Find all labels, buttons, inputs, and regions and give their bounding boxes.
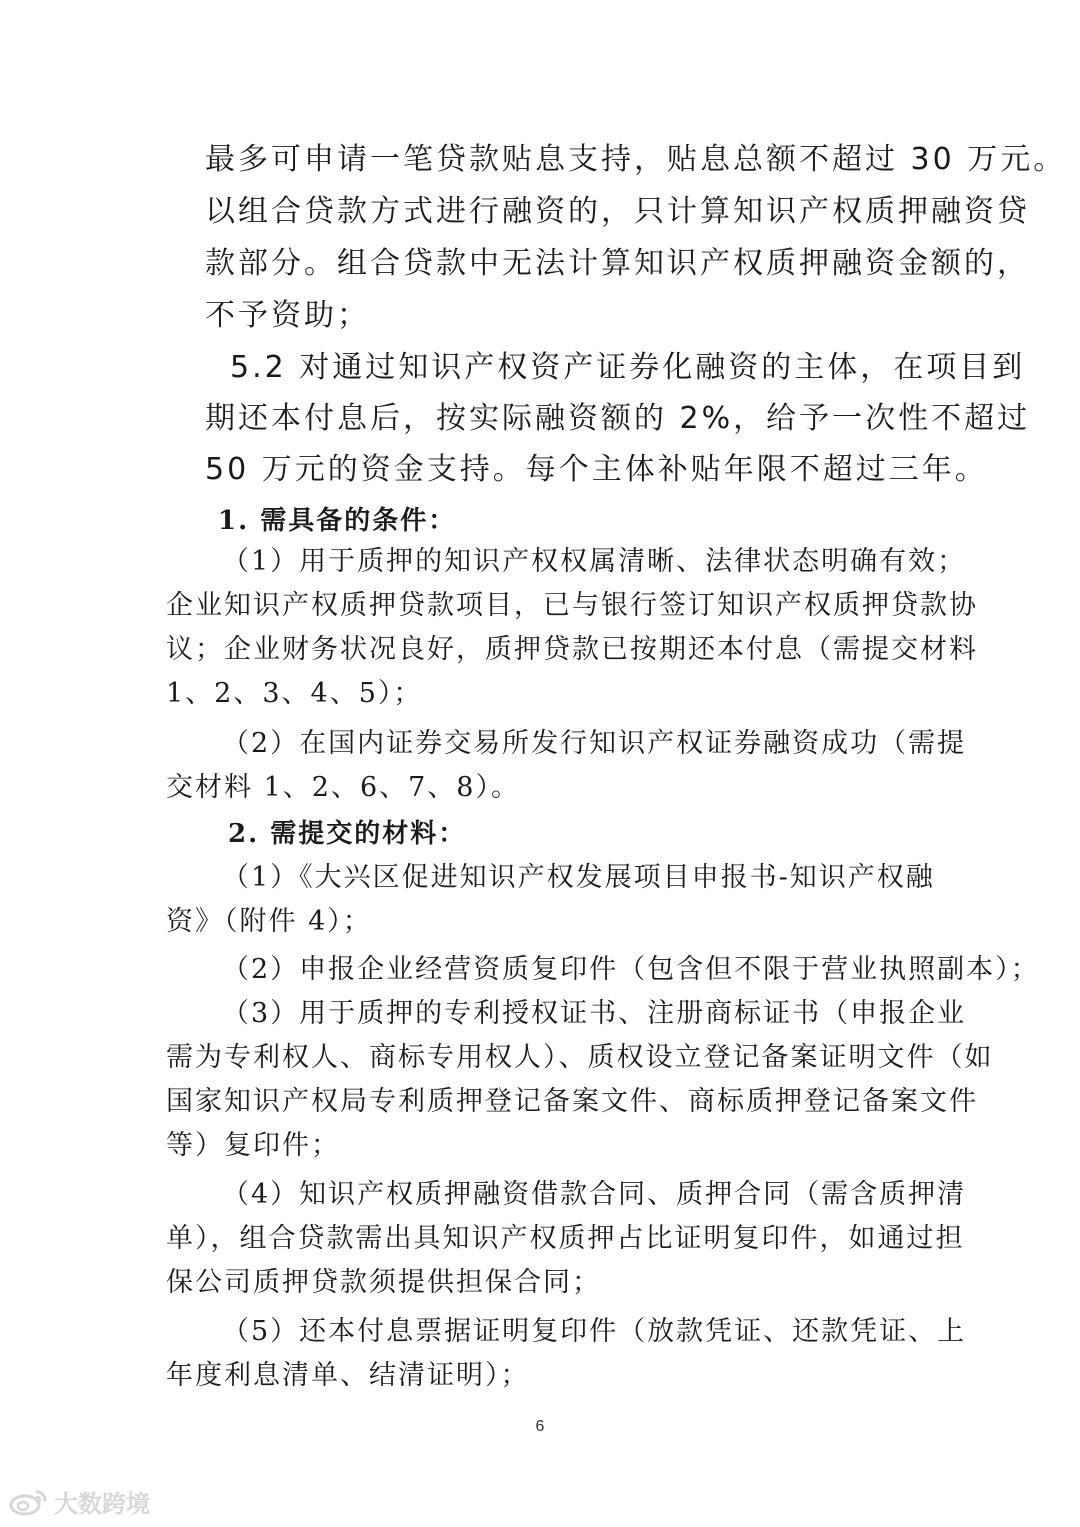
text-line-5: 5.2 对通过知识产权资产证券化融资的主体，在项目到 <box>230 350 1026 385</box>
text-line-4: 不予资助； <box>205 298 370 333</box>
section-heading-materials: 2. 需提交的材料： <box>228 819 467 849</box>
watermark <box>8 1484 150 1519</box>
text-line-21: 国家知识产权局专利质押登记备案文件、商标质押登记备案文件 <box>166 1086 978 1117</box>
watermark-text: 大数跨境 <box>54 1490 150 1518</box>
text-line-24: 单），组合贷款需出具知识产权质押占比证明复印件，如通过担 <box>166 1223 965 1254</box>
text-line-17: 资》（附件 4）； <box>166 906 372 937</box>
text-line-10: 企业知识产权质押贷款项目，已与银行签订知识产权质押贷款协 <box>166 590 978 621</box>
text-line-18: （2）申报企业经营资质复印件（包含但不限于营业执照副本）； <box>222 954 1040 985</box>
text-line-12: 1、2、3、4、5）； <box>166 678 423 709</box>
text-line-11: 议；企业财务状况良好，质押贷款已按期还本付息（需提交材料 <box>166 634 978 665</box>
text-line-23: （4）知识产权质押融资借款合同、质押合同（需含质押清 <box>222 1179 967 1210</box>
text-line-25: 保公司质押贷款须提供担保合同； <box>166 1267 601 1298</box>
page-number: 6 <box>535 1418 545 1435</box>
text-line-26: （5）还本付息票据证明复印件（放款凭证、还款凭证、上 <box>222 1316 967 1347</box>
text-line-22: 等）复印件； <box>166 1130 340 1161</box>
text-line-1: 最多可申请一笔贷款贴息支持，贴息总额不超过 30 万元。 <box>205 142 1067 177</box>
text-line-20: 需为专利权人、商标专用权人）、质权设立登记备案证明文件（如 <box>166 1042 994 1073</box>
text-line-16: （1）《大兴区促进知识产权发展项目申报书-知识产权融 <box>222 862 935 893</box>
text-line-27: 年度利息清单、结清证明）； <box>166 1360 530 1391</box>
text-line-19: （3）用于质押的专利授权证书、注册商标证书（申报企业 <box>222 998 967 1029</box>
text-line-6: 期还本付息后，按实际融资额的 2%，给予一次性不超过 <box>205 401 1031 436</box>
text-line-3: 款部分。组合贷款中无法计算知识产权质押融资金额的， <box>205 246 1030 281</box>
text-line-14: 交材料 1、2、6、7、8）。 <box>166 772 520 803</box>
text-line-13: （2）在国内证券交易所发行知识产权证券融资成功（需提 <box>222 728 967 759</box>
weibo-logo-icon <box>8 1488 48 1516</box>
text-line-7: 50 万元的资金支持。每个主体补贴年限不超过三年。 <box>205 452 988 487</box>
text-line-9: （1）用于质押的知识产权权属清晰、法律状态明确有效； <box>222 546 967 577</box>
text-line-2: 以组合贷款方式进行融资的，只计算知识产权质押融资贷 <box>205 194 1030 229</box>
section-heading-conditions: 1. 需具备的条件： <box>218 506 457 536</box>
